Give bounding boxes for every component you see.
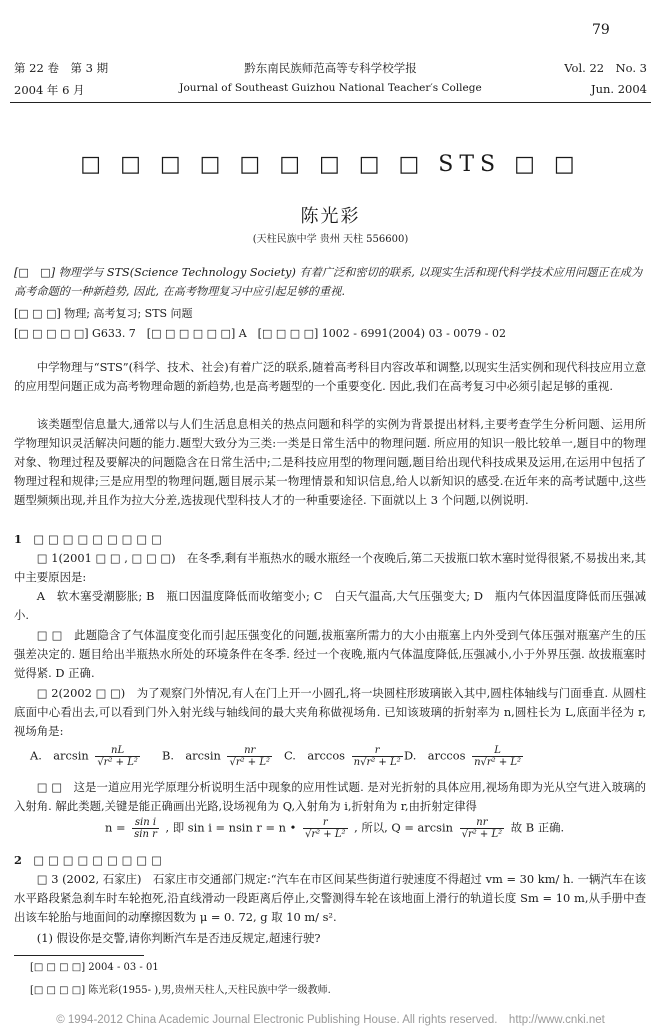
- author-name: 陈光彩: [300, 206, 361, 227]
- fraction-numerator: r: [352, 745, 403, 757]
- publish-date: 2004 年 6 月: [14, 83, 85, 97]
- section-heading: 2 □ □ □ □ □ □ □ □ □: [14, 853, 162, 867]
- example-subquestion: (1) 假设你是交警,请你判断汽车是否违反规定,超速行驶?: [36, 931, 321, 945]
- example-question: □ 3 (2002, 石家庄) 石家庄市交通部门规定:“汽车在市区间某些街道行驶速度不得超过 vm = 30 km/ h. 一辆汽车在该水平路段紧急刹车时车轮抱死,沿直线滑动一段距离后停止,交警测得车轮在该地面上滑行的轨道长度 Sm = 10 m,从手册中查出该车轮胎与地面间的动摩擦因数为 μ = 0. 72, g 取 10 m/ s².: [14, 872, 646, 924]
- journal-title-cn: 黔东南民族师范高等专科学校学报: [244, 61, 417, 75]
- fraction-denominator: √r² + L²: [97, 757, 138, 768]
- intro-paragraph: 中学物理与“STS”(科学、技术、社会)有着广泛的联系,随着高考科目内容改革和调整,以现实生活实例和现代科技应用立意的应用型问题正成为高考物理命题的新趋势,也是高考题型的一个重要变化. 因此,我们在高考复习中必须引起足够的重视.: [14, 360, 646, 393]
- footnote-author-bio: [□ □ □ □] 陈光彩(1955- ),男,贵州天柱人,天柱民族中学一级教师.: [30, 985, 331, 996]
- fraction-denominator: n√r² + L²: [474, 757, 522, 768]
- option-fraction: [227, 745, 272, 768]
- equation-fraction: [460, 817, 505, 840]
- equation-part: n =: [105, 820, 126, 835]
- fraction-numerator: sin i: [132, 817, 159, 829]
- intro-paragraph: 该类题型信息量大,通常以与人们生活息息相关的热点问题和科学的实例为背景提出材料,主要考查学生分析问题、运用所学物理知识灵活解决问题的能力.题型大致分为三类:一类是日常生活中的物理问题. 所应用的知识一般比较单一,题目中的物理对象、物理过程及要解决的问题隐含在日常生活中;二是科技应用型的物理问题,题目给出现代科技成果及运用,在运用中包括了物理过程和规律;三是应用型的物理问题,题目展示某一物理情景和知识信息,给人以新知识的感受.在近年来的高考试题中,这些题型频频出现,并且作为拉大分差,选拔现代型科技人才的一种重要途径. 下面就以上 3 个问题,以例说明.: [14, 417, 646, 507]
- option-label: A. arcsin: [30, 748, 89, 763]
- fraction-denominator: √r² + L²: [304, 829, 346, 840]
- abstract: [□ □] 物理学与 STS(Science Technology Society) 有着广泛和密切的联系, 以现实生活和现代科学技术应用问题正在成为高考命题的一种新趋势, 因此, 在高考物理复习中应引起足够的重视.: [14, 266, 643, 298]
- example-options: A 软木塞受潮膨胀; B 瓶口因温度降低而收缩变小; C 白天气温高,大气压强变大; D 瓶内气体因温度降低而压强减小.: [14, 589, 646, 622]
- publish-date-en: Jun. 2004: [590, 82, 647, 96]
- option-fraction: [95, 745, 140, 768]
- fraction-denominator: √r² + L²: [461, 829, 503, 840]
- classification-codes: [□ □ □ □ □] G633. 7 [□ □ □ □ □ □] A [□ □ □ □] 1002 - 6991(2004) 03 - 0079 - 02: [14, 327, 506, 340]
- equation-fraction: [303, 817, 348, 840]
- volume-issue: 第 22 卷 第 3 期: [14, 61, 109, 75]
- option-fraction: [472, 745, 523, 768]
- article-title: □ □ □ □ □ □ □ □ □ STS □ □: [80, 152, 581, 177]
- refraction-equation: [105, 817, 564, 840]
- header-rule: [10, 102, 651, 103]
- answer-option-b: [162, 745, 275, 768]
- example-question: □ 2(2002 □ □) 为了观察门外情况,有人在门上开一小圆孔,将一块圆柱形玻璃嵌入其中,圆柱体轴线与门面垂直. 从圆柱底面中心看出去,可以看到门外入射光线与轴线间的最大夹角称做视场角. 已知该玻璃的折射率为 n,圆柱长为 L,底面半径为 r,视场角是:: [14, 686, 646, 738]
- equation-part: 故 B 正确.: [510, 820, 565, 835]
- fraction-numerator: r: [303, 817, 348, 829]
- fraction-numerator: nr: [460, 817, 505, 829]
- keywords: [□ □ □] 物理; 高考复习; STS 问题: [14, 307, 193, 320]
- fraction-numerator: nr: [227, 745, 272, 757]
- option-fraction: [352, 745, 403, 768]
- footnote-received-date: [□ □ □ □] 2004 - 03 - 01: [30, 962, 159, 973]
- fraction-denominator: sin r: [134, 829, 157, 840]
- fraction-numerator: nL: [95, 745, 140, 757]
- fraction-denominator: √r² + L²: [229, 757, 270, 768]
- author-affiliation: (天柱民族中学 贵州 天柱 556600): [252, 234, 409, 245]
- answer-option-a: [30, 745, 143, 768]
- example-analysis: □ □ 此题隐含了气体温度变化而引起压强变化的问题,拔瓶塞所需力的大小由瓶塞上内外受到气体压强对瓶塞产生的压强差决定的. 题目给出半瓶热水所处的环境条件在冬季. 经过一个夜晚,瓶内气体温度降低,压强减小,小于外界压强. 故拔瓶塞时觉得紧. D 正确.: [14, 628, 646, 680]
- option-label: C. arccos: [284, 748, 346, 763]
- section-heading: 1 □ □ □ □ □ □ □ □ □: [14, 532, 162, 546]
- answer-option-c: [284, 745, 406, 768]
- option-label: D. arccos: [404, 748, 466, 763]
- answer-option-d: [404, 745, 526, 768]
- copyright-notice: © 1994-2012 China Academic Journal Electronic Publishing House. All rights reserved. http://www.cnki.net: [56, 1014, 605, 1026]
- equation-part: , 即 sin i = nsin r = n •: [165, 820, 297, 835]
- page-number: 79: [592, 22, 610, 38]
- example-question: □ 1(2001 □ □ , □ □ □) 在冬季,剩有半瓶热水的暖水瓶经一个夜晚后,第二天拔瓶口软木塞时觉得很紧,不易拔出来,其中主要原因是:: [14, 551, 646, 584]
- volume-issue-en: Vol. 22 No. 3: [564, 61, 647, 75]
- equation-part: , 所以, Q = arcsin: [354, 820, 453, 835]
- footnote-rule: [14, 955, 144, 956]
- example-analysis: □ □ 这是一道应用光学原理分析说明生活中现象的应用性试题. 是对光折射的具体应用,视场角即为光从空气进入玻璃的入射角. 解此类题,关键是能正确画出光路,设场视角为 Q,入射角为 i,折射角为 r,由折射定律得: [14, 780, 646, 813]
- fraction-numerator: L: [472, 745, 523, 757]
- equation-fraction: [132, 817, 159, 840]
- fraction-denominator: n√r² + L²: [353, 757, 401, 768]
- journal-title-en: Journal of Southeast Guizhou National Teacher′s College: [179, 82, 482, 94]
- option-label: B. arcsin: [162, 748, 221, 763]
